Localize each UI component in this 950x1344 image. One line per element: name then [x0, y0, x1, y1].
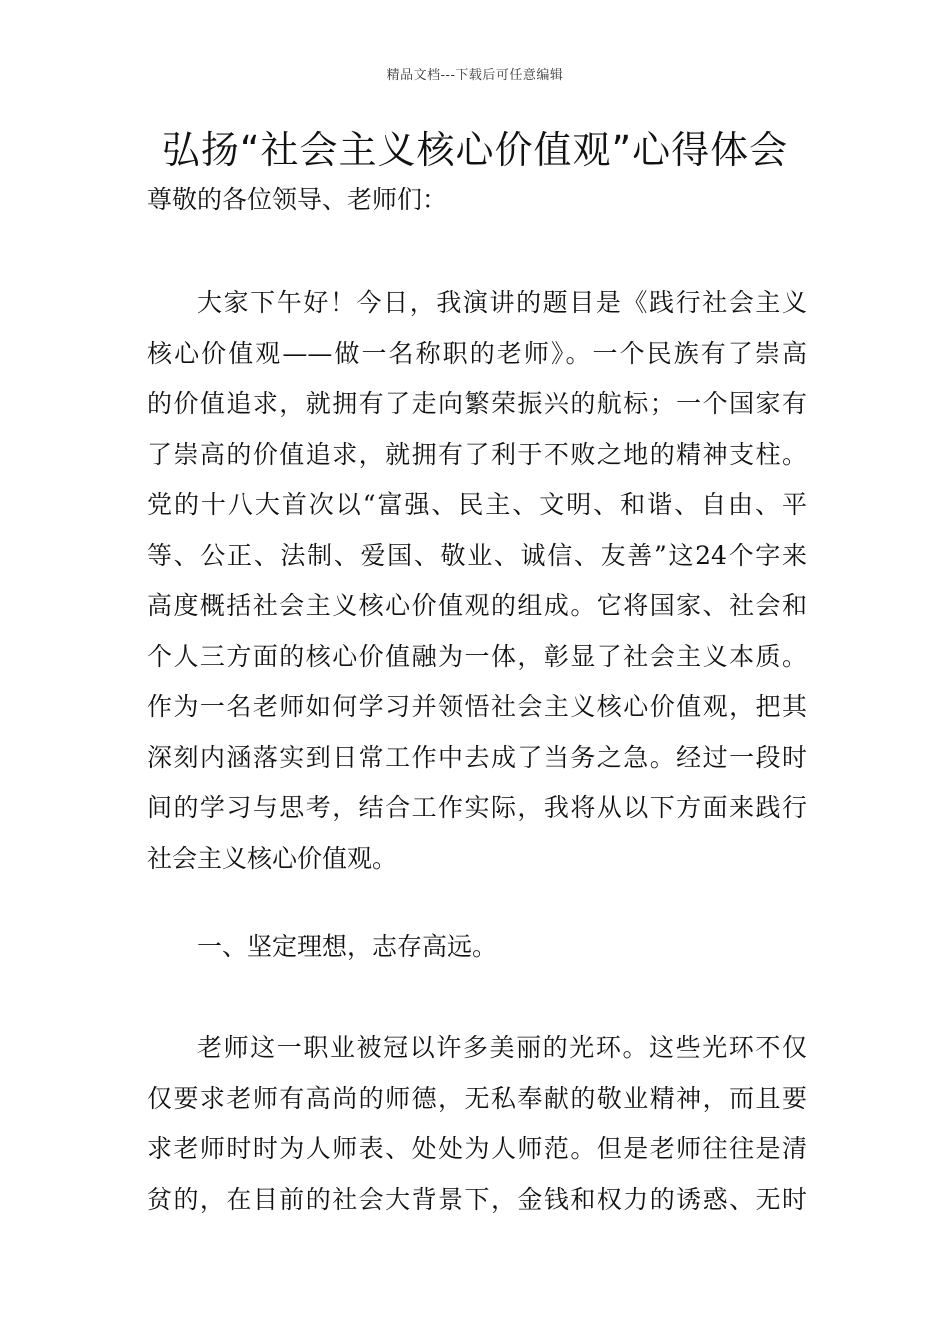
- text-line: 核心价值观——做一名称职的老师》。一个民族有了崇高: [147, 338, 807, 368]
- paragraph-intro: [147, 278, 807, 884]
- text-line: 求老师时时为人师表、处处为人师范。但是老师往往是清: [147, 1134, 807, 1163]
- paragraph-teacher: [147, 1023, 807, 1225]
- text-line: 贫的，在目前的社会大背景下，金钱和权力的诱惑、无时: [147, 1184, 807, 1214]
- text-line: 社会主义核心价值观。: [147, 843, 398, 873]
- section-heading: [147, 922, 807, 973]
- text-line: 的价值追求，就拥有了走向繁荣振兴的航标；一个国家有: [147, 389, 807, 418]
- text-line: 深刻内涵落实到日常工作中去成了当务之急。经过一段时: [147, 742, 807, 772]
- text-line: 老师这一职业被冠以许多美丽的光环。这些光环不仅: [197, 1033, 807, 1062]
- text-line: 仅要求老师有高尚的师德，无私奉献的敬业精神，而且要: [147, 1083, 807, 1113]
- page-header: 精品文档---下载后可任意编辑: [386, 68, 564, 83]
- text-line: 大家下午好！今日，我演讲的题目是《践行社会主义: [197, 288, 807, 317]
- text-line: 个人三方面的核心价值融为一体，彰显了社会主义本质。: [147, 641, 807, 671]
- text-line: 高度概括社会主义核心价值观的组成。它将国家、社会和: [147, 591, 807, 620]
- text-line: 了崇高的价值追求，就拥有了利于不败之地的精神支柱。: [147, 439, 807, 469]
- text-line: 等、公正、法制、爱国、敬业、诚信、友善”这24个字来: [147, 540, 807, 570]
- text-line: 一、坚定理想，志存高远。: [197, 932, 498, 961]
- text-line: 间的学习与思考，结合工作实际，我将从以下方面来践行: [147, 793, 807, 822]
- greeting-line: 尊敬的各位领导、老师们：: [147, 185, 448, 214]
- text-line: 党的十八大首次以“富强、民主、文明、和谐、自由、平: [147, 490, 807, 519]
- document-title: 弘扬“社会主义核心价值观”心得体会: [161, 128, 789, 172]
- text-line: 作为一名老师如何学习并领悟社会主义核心价值观，把其: [147, 692, 807, 721]
